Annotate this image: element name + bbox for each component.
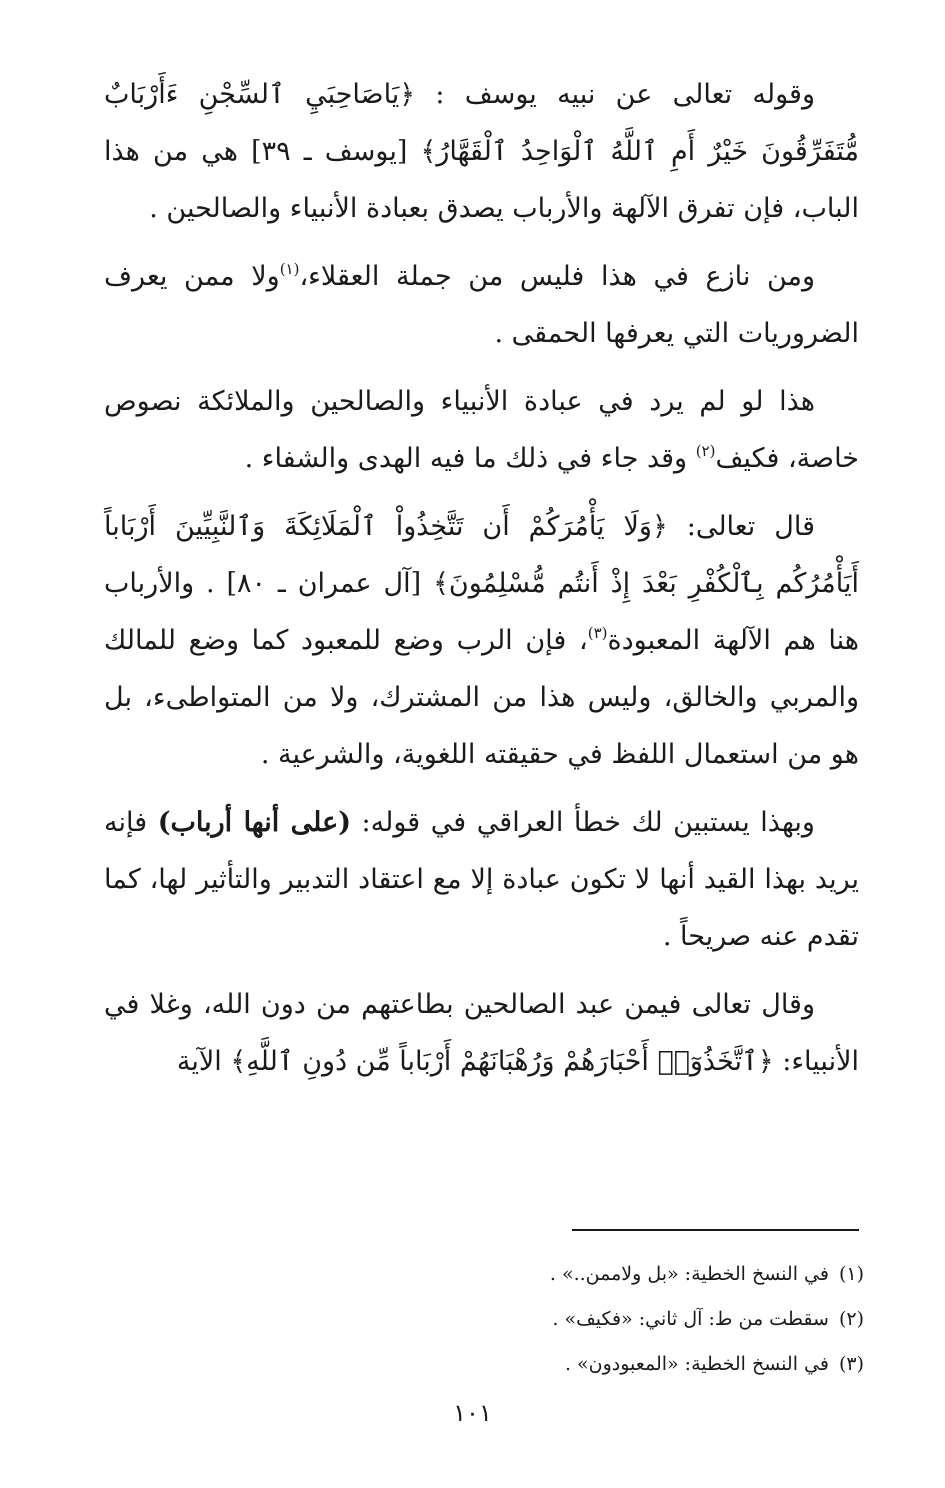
footnote-3-number: (٣): [838, 1353, 864, 1375]
footnote-3: [360, 1342, 864, 1387]
footnote-divider: [572, 1229, 859, 1231]
footnote-3-text: في النسخ الخطية: «المعبودون» .: [564, 1353, 829, 1375]
paragraph-2-text-after: ولا ممن يعرف الضروريات التي يعرفها الحمقى .: [104, 261, 859, 349]
paragraph-5-text-after: فإنه يريد بهذا القيد أنها لا تكون عبادة إلا مع اعتقاد التدبير والتأثير لها، كما تقدم عنه صريحاً .: [104, 807, 859, 952]
paragraph-6: [104, 976, 859, 1090]
paragraph-4-text-before: قال تعالى: ﴿وَلَا يَأْمُرَكُمْ أَن تَتَّخِذُواْ ٱلْمَلَائِكَةَ وَٱلنَّبِيِّينَ أَرْبَاباً أَيَأْمُرُكُم بِٱلْكُفْرِ بَعْدَ إِذْ أَنتُم مُّسْلِمُونَ﴾ [آل عمران ـ ٨٠] . والأرباب هنا هم الآلهة المعبودة: [104, 511, 859, 656]
paragraph-1: [104, 66, 859, 237]
footnote-2: [360, 1297, 864, 1342]
footnotes: [360, 1252, 864, 1387]
page-number: ١٠١: [453, 1399, 492, 1427]
paragraph-4: [104, 498, 859, 783]
paragraph-1-text: وقوله تعالى عن نبيه يوسف : ﴿يَاصَاحِبَيِ ٱلسِّجْنِ ءَأَرْبَابٌ مُّتَفَرِّقُونَ خَيْرٌ أَمِ ٱللَّهُ ٱلْوَاحِدُ ٱلْقَهَّارُ﴾ [يوسف ـ ٣٩] هي من هذا الباب، فإن تفرق الآلهة والأرباب يصدق بعبادة الأنبياء والصالحين .: [104, 79, 860, 224]
paragraph-5: [104, 794, 859, 965]
footnote-1-number: (١): [838, 1263, 864, 1285]
footnote-ref-2: (٢): [695, 442, 716, 460]
footnote-1-text: في النسخ الخطية: «بل ولاممن..» .: [549, 1263, 829, 1285]
paragraph-3: [104, 373, 859, 487]
footnote-2-text: سقطت من ط: آل ثاني: «فكيف» .: [552, 1308, 829, 1330]
paragraph-2-text-before: ومن نازع في هذا فليس من جملة العقلاء،: [299, 261, 815, 292]
footnote-1: [360, 1252, 864, 1297]
paragraph-5-bold-quote: (على أنها أرباب): [157, 807, 351, 838]
paragraph-3-text-before: هذا لو لم يرد في عبادة الأنبياء والصالحين والملائكة نصوص خاصة، فكيف: [104, 386, 859, 474]
paragraph-5-text-before: وبهذا يستبين لك خطأ العراقي في قوله:: [350, 807, 815, 838]
footnote-ref-1: (١): [279, 260, 300, 278]
paragraph-6-text: وقال تعالى فيمن عبد الصالحين بطاعتهم من دون الله، وغلا في الأنبياء: ﴿ٱتَّخَذُوٓا۟ أَحْبَارَهُمْ وَرُهْبَانَهُمْ أَرْبَاباً مِّن دُونِ ٱللَّهِ﴾ الآية: [104, 989, 859, 1077]
footnote-ref-3: (٣): [587, 624, 608, 642]
main-text: [104, 66, 859, 1090]
paragraph-4-text-after: ، فإن الرب وضع للمعبود كما وضع للمالك والمربي والخالق، وليس هذا من المشترك، ولا من المتواطىء، بل هو من استعمال اللفظ في حقيقته اللغوية، والشرعية .: [104, 625, 859, 770]
paragraph-3-text-after: وقد جاء في ذلك ما فيه الهدى والشفاء .: [244, 443, 696, 474]
footnote-2-number: (٢): [838, 1308, 864, 1330]
paragraph-2: [104, 248, 859, 362]
